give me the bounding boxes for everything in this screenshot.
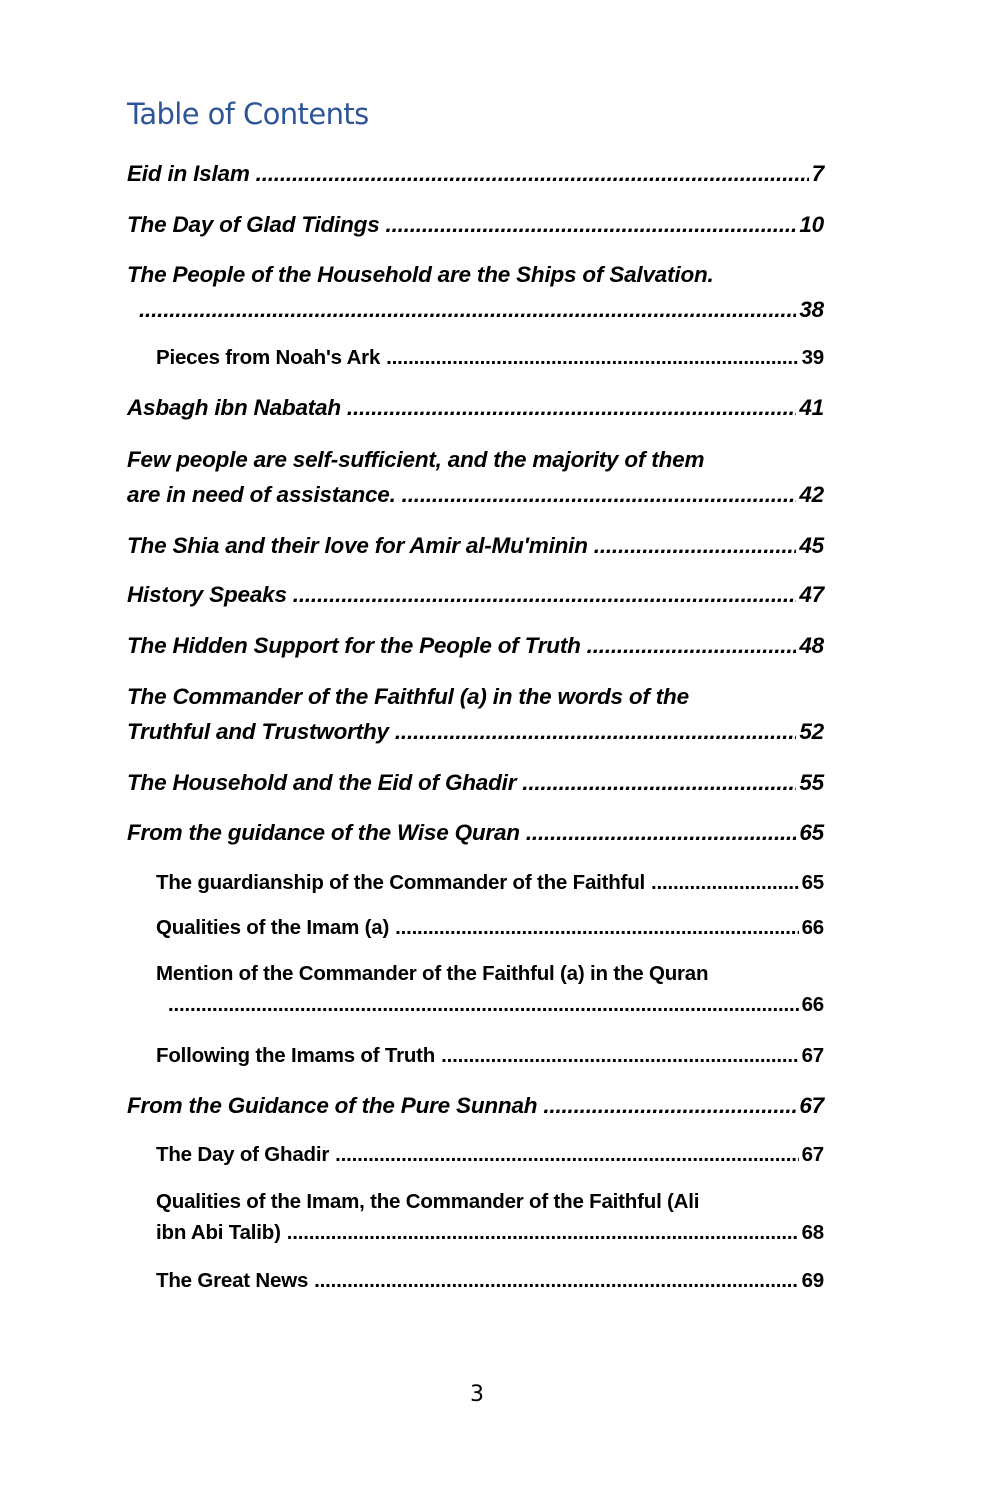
toc-entry-leader-line [156, 1139, 824, 1170]
toc-entry-title: From the Guidance of the Pure Sunnah [127, 1093, 538, 1118]
toc-entry[interactable] [127, 207, 824, 242]
toc-entry-page: 41 [799, 395, 824, 420]
toc-entry-title: The Day of Glad Tidings [127, 212, 380, 237]
dot-leader [651, 867, 799, 898]
toc-entry-title: Pieces from Noah's Ark [156, 346, 381, 369]
dot-leader [256, 156, 809, 191]
dot-leader [522, 765, 796, 800]
dot-leader [293, 577, 797, 612]
toc-entry-leader-line [156, 912, 824, 943]
toc-entry-page: 66 [801, 993, 824, 1016]
toc-entry-page: 39 [801, 346, 824, 369]
toc-entry-leader-line [127, 628, 824, 663]
toc-entry-leader-line [127, 207, 824, 242]
toc-entry-page: 69 [801, 1269, 824, 1292]
toc-entry-title: From the guidance of the Wise Quran [127, 820, 520, 845]
toc-entry[interactable] [127, 156, 824, 191]
toc-entry-leader-line [127, 292, 824, 327]
toc-entry-title: The Day of Ghadir [156, 1143, 330, 1166]
toc-entry[interactable] [156, 867, 824, 898]
toc-entry-leader-line [127, 577, 824, 612]
toc-entry-page: 65 [799, 820, 824, 845]
page-number: 3 [470, 1382, 484, 1407]
toc-entry-page: 66 [801, 916, 824, 939]
toc-entry[interactable] [127, 442, 824, 512]
toc-entry[interactable] [127, 528, 824, 563]
toc-entry[interactable] [127, 628, 824, 663]
toc-entry-leader-line [127, 528, 824, 563]
dot-leader [395, 714, 796, 749]
toc-entry-page: 67 [799, 1093, 824, 1118]
toc-entry-page: 38 [799, 297, 824, 322]
dot-leader [395, 912, 799, 943]
toc-entry[interactable] [127, 765, 824, 800]
toc-entry-leader-line [127, 765, 824, 800]
toc-entry[interactable] [156, 1265, 824, 1296]
toc-entry-leader-line [156, 867, 824, 898]
toc-entry-title: are in need of assistance. [127, 482, 396, 507]
toc-entry-leader-line [156, 989, 824, 1020]
toc-entry-page: 45 [799, 533, 824, 558]
toc-entry-page: 10 [799, 212, 824, 237]
toc-entry-title: Eid in Islam [127, 161, 250, 186]
toc-entry-title: The Hidden Support for the People of Truth [127, 633, 581, 658]
toc-entry-title: Qualities of the Imam (a) [156, 916, 390, 939]
toc-entry[interactable] [156, 1139, 824, 1170]
dot-leader [402, 477, 797, 512]
dot-leader [168, 989, 799, 1020]
toc-entry[interactable] [127, 257, 824, 327]
toc-title: Table of Contents [127, 97, 369, 131]
dot-leader [314, 1265, 798, 1296]
toc-entry-title: Following the Imams of Truth [156, 1044, 436, 1067]
toc-entry[interactable] [156, 1040, 824, 1071]
dot-leader [335, 1139, 798, 1170]
toc-entry-title: The guardianship of the Commander of the Faithful [156, 871, 646, 894]
toc-entry[interactable] [127, 679, 824, 749]
toc-entry-leader-line [127, 1088, 824, 1123]
toc-entry[interactable] [127, 815, 824, 850]
dot-leader [543, 1088, 796, 1123]
toc-entry-title-line: The Commander of the Faithful (a) in the words of the [127, 684, 689, 709]
toc-entry-page: 67 [801, 1044, 824, 1067]
toc-entry-title: Asbagh ibn Nabatah [127, 395, 341, 420]
toc-entry-leader-line [156, 342, 824, 373]
toc-entry-page: 42 [799, 482, 824, 507]
toc-entry-leader-line [127, 477, 824, 512]
toc-entry-title: The Great News [156, 1269, 309, 1292]
toc-entry-title-line: Few people are self-sufficient, and the majority of them [127, 447, 705, 472]
toc-entry-leader-line [156, 1265, 824, 1296]
toc-entry-title: The Household and the Eid of Ghadir [127, 770, 517, 795]
toc-entry-title: Truthful and Trustworthy [127, 719, 389, 744]
toc-entry-title: History Speaks [127, 582, 287, 607]
toc-entry[interactable] [156, 342, 824, 373]
dot-leader [386, 342, 798, 373]
toc-entry[interactable] [156, 1186, 824, 1248]
toc-entry-page: 65 [801, 871, 824, 894]
dot-leader [526, 815, 797, 850]
dot-leader [139, 292, 796, 327]
toc-entry-leader-line [127, 815, 824, 850]
toc-entry-leader-line [127, 390, 824, 425]
toc-entry-leader-line [127, 714, 824, 749]
toc-entry-title-line: Mention of the Commander of the Faithful (a) in the Quran [156, 962, 709, 985]
dot-leader [594, 528, 797, 563]
toc-entry-title-line: Qualities of the Imam, the Commander of the Faithful (Ali [156, 1190, 700, 1213]
toc-entry-page: 7 [811, 161, 824, 186]
toc-entry[interactable] [127, 390, 824, 425]
toc-entry-page: 67 [801, 1143, 824, 1166]
dot-leader [386, 207, 797, 242]
toc-entry-page: 55 [799, 770, 824, 795]
dot-leader [587, 628, 797, 663]
toc-entry-leader-line [127, 156, 824, 191]
toc-entry-title-line: The People of the Household are the Ships of Salvation. [127, 262, 714, 287]
dot-leader [347, 390, 796, 425]
toc-entry-leader-line [156, 1217, 824, 1248]
toc-entry-page: 68 [801, 1221, 824, 1244]
toc-entry[interactable] [127, 1088, 824, 1123]
toc-entry[interactable] [156, 958, 824, 1020]
toc-entry-title: The Shia and their love for Amir al-Mu'minin [127, 533, 588, 558]
toc-entry-leader-line [156, 1040, 824, 1071]
toc-entry-page: 47 [799, 582, 824, 607]
toc-entry-page: 48 [799, 633, 824, 658]
dot-leader [287, 1217, 799, 1248]
toc-entry[interactable] [156, 912, 824, 943]
dot-leader [441, 1040, 798, 1071]
toc-entry[interactable] [127, 577, 824, 612]
toc-entry-title: ibn Abi Talib) [156, 1221, 281, 1244]
toc-entry-page: 52 [799, 719, 824, 744]
